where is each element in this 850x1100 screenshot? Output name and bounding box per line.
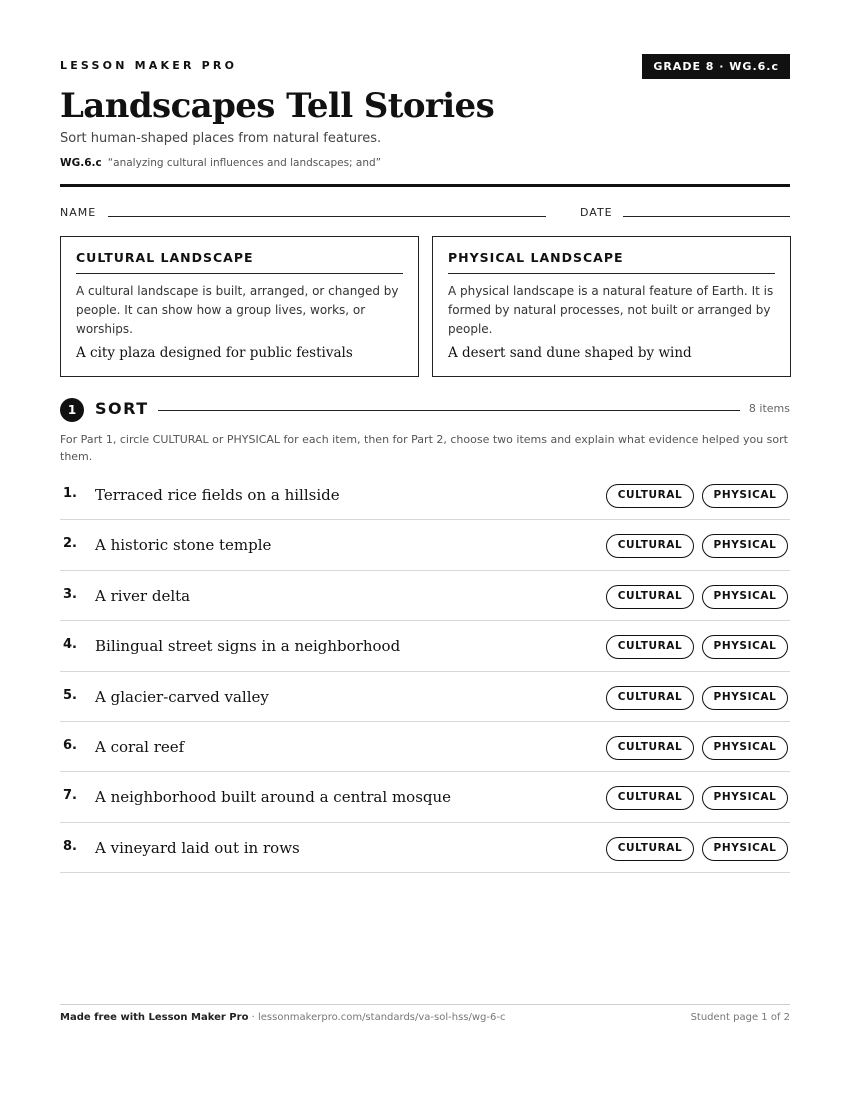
item-number: 4. (63, 637, 77, 653)
header-divider (60, 184, 790, 187)
name-label: NAME (60, 206, 97, 219)
card-example: A desert sand dune shaped by wind (448, 345, 692, 361)
item-text: A glacier-carved valley (95, 687, 269, 706)
list-item (60, 571, 790, 621)
cultural-choice-button[interactable]: CULTURAL (606, 837, 694, 861)
item-text: A historic stone temple (95, 536, 272, 555)
brand-name: LESSON MAKER PRO (60, 59, 238, 72)
date-label: DATE (580, 206, 613, 219)
item-text: A river delta (95, 586, 191, 605)
section-divider (158, 410, 740, 411)
footer-divider (60, 1004, 790, 1005)
item-count: 8 items (748, 402, 790, 415)
physical-choice-button[interactable]: PHYSICAL (702, 837, 788, 861)
list-item (60, 672, 790, 722)
worksheet-subtitle: Sort human-shaped places from natural features. (60, 131, 382, 146)
cultural-choice-button[interactable]: CULTURAL (606, 686, 694, 710)
item-number: 5. (63, 687, 77, 703)
list-item (60, 772, 790, 822)
physical-choice-button[interactable]: PHYSICAL (702, 686, 788, 710)
item-text: A coral reef (95, 737, 185, 756)
card-example: A city plaza designed for public festivals (76, 345, 353, 361)
item-number: 2. (63, 536, 77, 552)
footer-page-number: Student page 1 of 2 (690, 1012, 790, 1023)
card-definition: A cultural landscape is built, arranged, or changed by people. It can show how a group lives, works, or worships. (76, 284, 399, 336)
physical-choice-button[interactable]: PHYSICAL (702, 484, 788, 508)
standard-reference (60, 157, 381, 169)
footer-credit (60, 1012, 505, 1023)
list-item (60, 520, 790, 570)
item-number: 8. (63, 838, 77, 854)
list-item (60, 722, 790, 772)
card-definition: A physical landscape is a natural feature of Earth. It is formed by natural processes, not built or arranged by people. (448, 284, 774, 336)
sort-item-list (60, 470, 790, 873)
footer-url[interactable]: · lessonmakerpro.com/standards/va-sol-hss/wg-6-c (248, 1012, 506, 1023)
card-title: CULTURAL LANDSCAPE (76, 250, 403, 274)
item-number: 3. (63, 586, 77, 602)
item-text: Bilingual street signs in a neighborhood (95, 637, 401, 656)
standard-text: “analyzing cultural influences and landscapes; and” (107, 157, 382, 169)
card-title: PHYSICAL LANDSCAPE (448, 250, 775, 274)
list-item (60, 470, 790, 520)
cultural-choice-button[interactable]: CULTURAL (606, 534, 694, 558)
item-text: A vineyard laid out in rows (95, 838, 300, 857)
physical-choice-button[interactable]: PHYSICAL (702, 635, 788, 659)
item-number: 6. (63, 737, 77, 753)
date-field[interactable] (623, 216, 790, 217)
standard-code: WG.6.c (60, 157, 102, 169)
physical-choice-button[interactable]: PHYSICAL (702, 534, 788, 558)
item-text: A neighborhood built around a central mosque (95, 788, 452, 807)
item-number: 1. (63, 486, 77, 501)
name-field[interactable] (108, 216, 546, 217)
physical-choice-button[interactable]: PHYSICAL (702, 585, 788, 609)
physical-choice-button[interactable]: PHYSICAL (702, 786, 788, 810)
cultural-choice-button[interactable]: CULTURAL (606, 585, 694, 609)
section-instructions: For Part 1, circle CULTURAL or PHYSICAL for each item, then for Part 2, choose two items and explain what evidence helped you sort them. (60, 433, 788, 463)
grade-standard-badge: GRADE 8 · WG.6.c (642, 54, 790, 79)
cultural-choice-button[interactable]: CULTURAL (606, 635, 694, 659)
section-number-badge: 1 (60, 398, 84, 422)
footer-made-with: Made free with Lesson Maker Pro (60, 1012, 249, 1023)
list-item (60, 823, 790, 873)
worksheet-title: Landscapes Tell Stories (60, 86, 495, 126)
section-title: SORT (95, 399, 149, 418)
list-item (60, 621, 790, 671)
item-number: 7. (63, 788, 77, 804)
physical-choice-button[interactable]: PHYSICAL (702, 736, 788, 760)
item-text: Terraced rice fields on a hillside (95, 486, 340, 504)
physical-definition-card (432, 236, 791, 377)
cultural-definition-card (60, 236, 419, 377)
cultural-choice-button[interactable]: CULTURAL (606, 786, 694, 810)
cultural-choice-button[interactable]: CULTURAL (606, 484, 694, 508)
cultural-choice-button[interactable]: CULTURAL (606, 736, 694, 760)
